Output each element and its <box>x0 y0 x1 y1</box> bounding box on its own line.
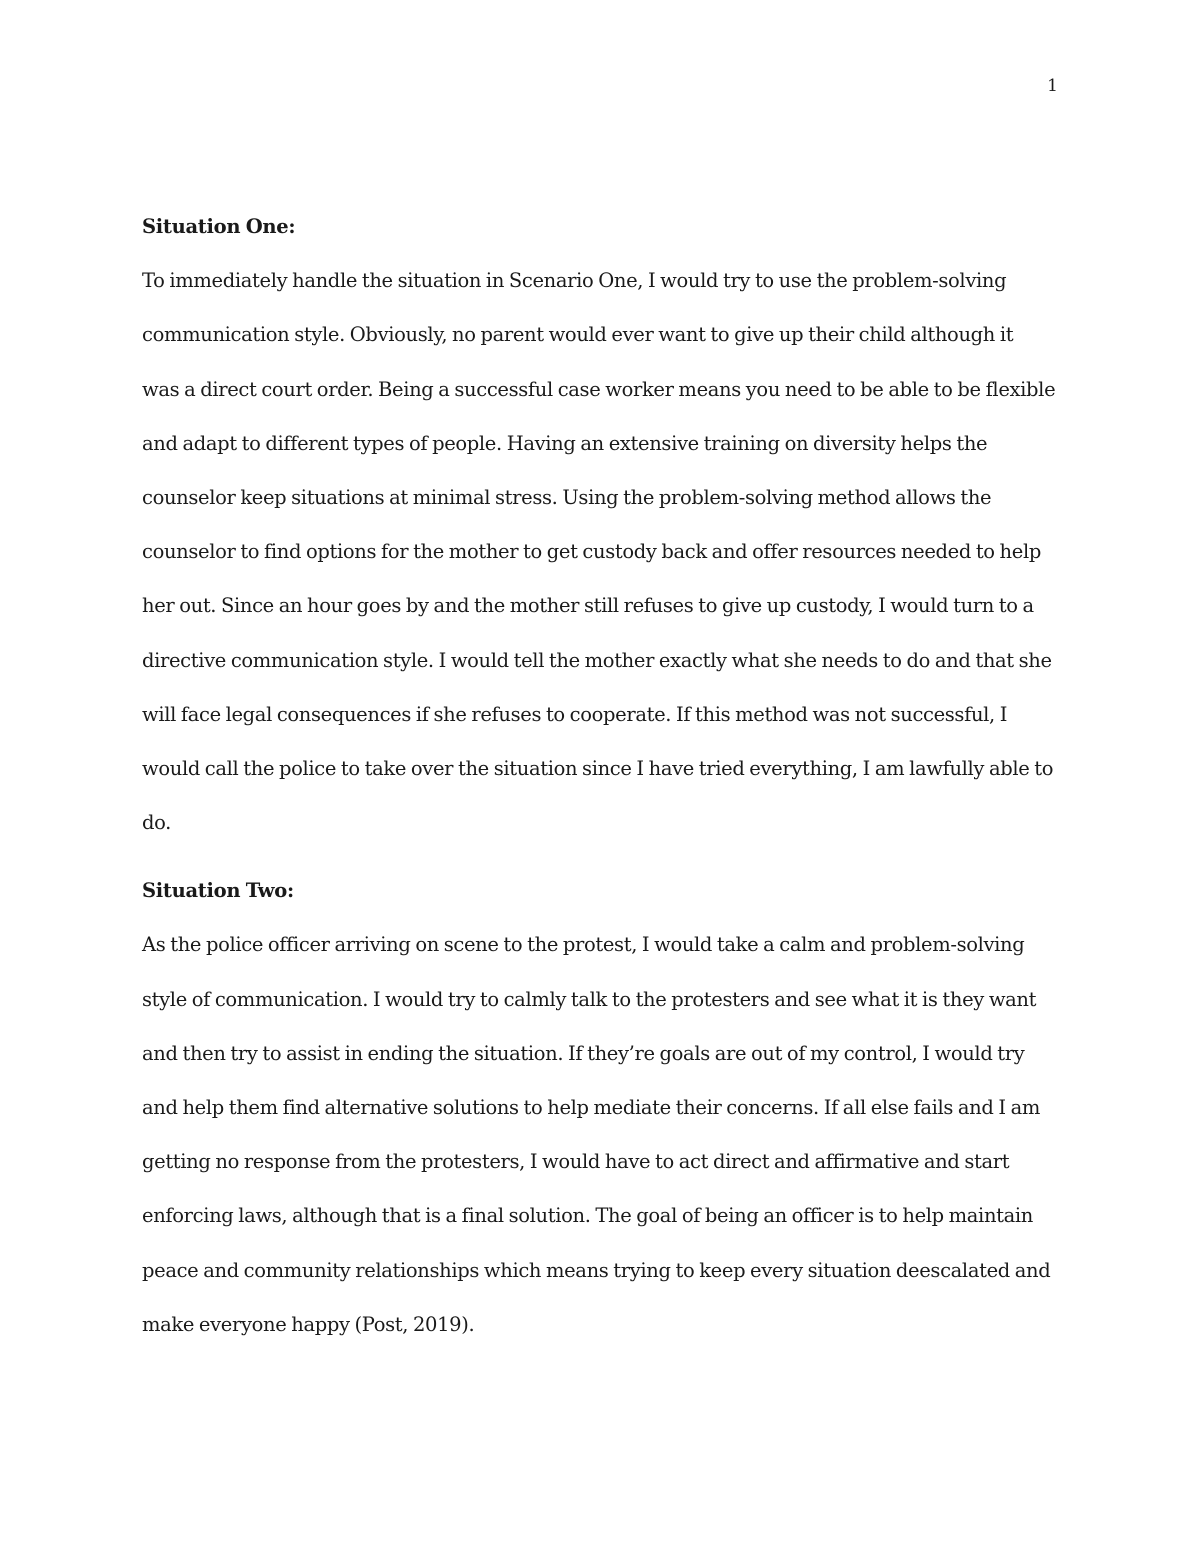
paragraph-line: and help them find alternative solutions to help mediate their concerns. If all else fails and I am <box>142 1096 1040 1119</box>
paragraph-line: make everyone happy (Post, 2019). <box>142 1312 475 1336</box>
paragraph-line: getting no response from the protesters, I would have to act direct and affirmative and start <box>142 1150 1010 1174</box>
paragraph-line: and adapt to different types of people. Having an extensive training on diversity helps the <box>142 431 988 455</box>
section-heading: Situation Two: <box>142 879 294 903</box>
paragraph-line: enforcing laws, although that is a final solution. The goal of being an officer is to help maintain <box>142 1204 1034 1228</box>
paragraph-line: counselor to find options for the mother to get custody back and offer resources needed to help <box>142 540 1041 564</box>
paragraph-line: do. <box>142 811 172 835</box>
paragraph-line: and then try to assist in ending the situation. If they’re goals are out of my control, I would try <box>142 1041 1025 1065</box>
paragraph-line: her out. Since an hour goes by and the mother still refuses to give up custody, I would turn to a <box>142 594 1034 618</box>
paragraph-line: As the police officer arriving on scene to the protest, I would take a calm and problem-solving <box>142 933 1025 957</box>
document-body <box>142 212 1072 1364</box>
paragraph-line: will face legal consequences if she refuses to cooperate. If this method was not successful, I <box>142 702 1008 726</box>
page-number: 1 <box>1047 76 1058 96</box>
section-situation-two <box>142 876 1072 1364</box>
paragraph-line: communication style. Obviously, no parent would ever want to give up their child although it <box>142 323 1014 347</box>
paragraph-line: would call the police to take over the situation since I have tried everything, I am lawfully able to <box>142 756 1054 780</box>
paragraph-line: style of communication. I would try to calmly talk to the protesters and see what it is they want <box>142 987 1037 1011</box>
paragraph-line: peace and community relationships which means trying to keep every situation deescalated and <box>142 1258 1051 1282</box>
section-situation-one <box>142 212 1072 862</box>
section-heading: Situation One: <box>142 215 296 238</box>
paragraph-line: counselor keep situations at minimal stress. Using the problem-solving method allows the <box>142 485 992 509</box>
paragraph-line: was a direct court order. Being a successful case worker means you need to be able to be flexible <box>142 377 1056 401</box>
paragraph-line: directive communication style. I would tell the mother exactly what she needs to do and that she <box>142 648 1052 672</box>
paragraph-line: To immediately handle the situation in Scenario One, I would try to use the problem-solving <box>142 269 1007 293</box>
